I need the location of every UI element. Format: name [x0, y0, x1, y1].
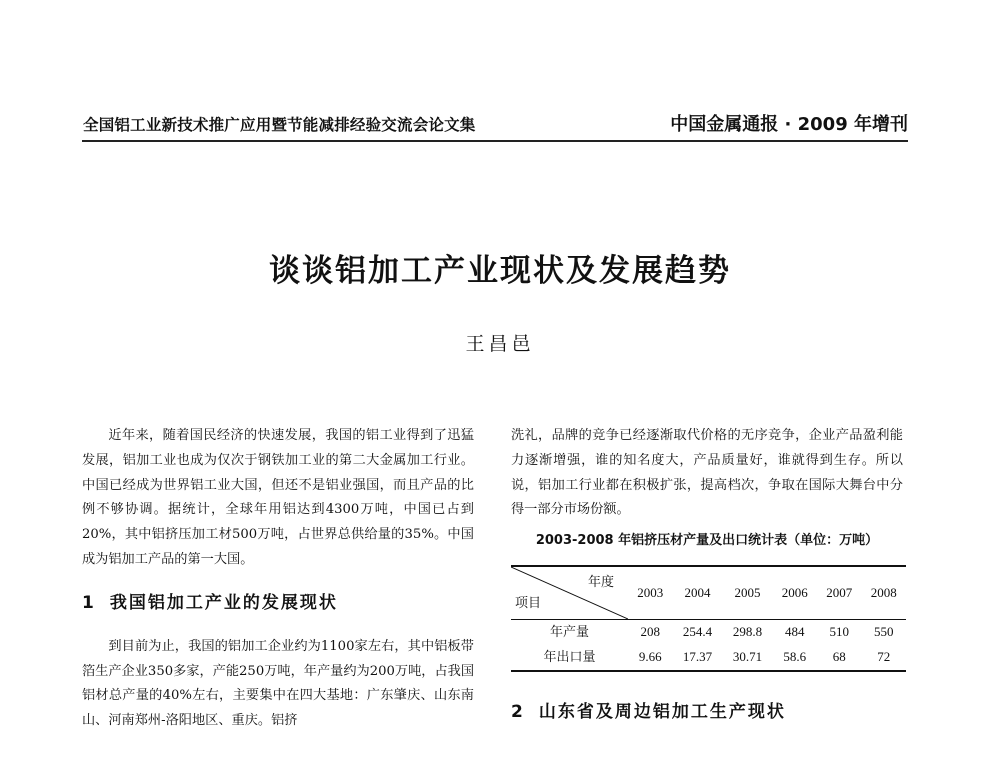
table-cell: 510 [829, 624, 849, 640]
table-row-production [511, 619, 906, 645]
section-2-heading [511, 700, 903, 725]
year-header: 2003 [637, 584, 664, 600]
year-header: 2007 [826, 584, 853, 600]
table-cell: 72 [877, 649, 891, 665]
section-1-paragraph: 到目前为止，我国的铝加工企业约为1100家左右，其中铝板带箔生产企业350多家，产能250万吨，年产量约为200万吨，占我国铝材总产量的40%左右，主要集中在四大基地：广东肇庆、山东南山、河南郑州-洛阳地区、重庆。铝挤 [82, 638, 475, 729]
journal-header-left: 全国铝工业新技术推广应用暨节能减排经验交流会论文集 [83, 115, 476, 134]
left-column [82, 424, 474, 734]
section-2-number: 2 [511, 701, 525, 722]
year-header: 2004 [684, 584, 711, 600]
row-label: 年产量 [549, 624, 589, 640]
table-cell: 208 [640, 624, 660, 640]
statistics-table [511, 565, 906, 672]
right-column [511, 424, 903, 725]
section-1-title: 我国铝加工产业的发展现状 [109, 592, 338, 613]
table-header-row [511, 566, 906, 620]
table-corner-cell [511, 566, 628, 620]
table-cell: 298.8 [732, 624, 763, 640]
table-cell: 254.4 [682, 624, 713, 640]
table-cell: 58.6 [783, 649, 807, 665]
year-header: 2005 [734, 584, 761, 600]
table-cell: 484 [785, 624, 805, 640]
table-cell: 30.71 [732, 649, 763, 665]
header-rule [82, 140, 908, 142]
section-2-title: 山东省及周边铝加工生产现状 [538, 701, 786, 722]
row-label: 年出口量 [543, 649, 596, 665]
year-header: 2006 [781, 584, 808, 600]
table-caption: 2003-2008 年铝挤压材产量及出口统计表（单位：万吨） [535, 533, 879, 549]
intro-paragraph: 近年来，随着国民经济的快速发展，我国的铝工业得到了迅猛发展，铝加工业也成为仅次于钢铁加工业的第二大金属加工行业。中国已经成为世界铝工业大国，但还不是铝业强国，而且产品的比例不够协调。据统计，全球年用铝达到4300万吨，中国已占到20%，其中铝挤压加工材500万吨，占世界总供给量的35%。中国成为铝加工产品的第一大国。 [82, 428, 474, 567]
table-cell: 9.66 [638, 649, 662, 665]
article-title: 谈谈铝加工产业现状及发展趋势 [269, 253, 731, 289]
corner-label-year: 年度 [587, 573, 614, 589]
continued-paragraph: 洗礼，品牌的竞争已经逐渐取代价格的无序竞争，企业产品盈利能力逐渐增强，谁的知名度大，产品质量好，谁就得到生存。所以说，铝加工行业都在积极扩张，提高档次，争取在国际大舞台中分得一部分市场份额。 [511, 428, 903, 518]
corner-label-item: 项目 [515, 595, 542, 611]
table-cell: 550 [873, 624, 894, 640]
journal-header-right: 中国金属通报 · 2009 年增刊 [670, 114, 908, 135]
section-1-number: 1 [82, 592, 96, 613]
year-header: 2008 [870, 584, 897, 600]
table-row-export [511, 645, 906, 671]
table-cell: 17.37 [682, 649, 713, 665]
table-cell: 68 [832, 649, 846, 665]
article-author: 王昌邑 [465, 333, 535, 355]
section-1-heading [82, 585, 474, 635]
